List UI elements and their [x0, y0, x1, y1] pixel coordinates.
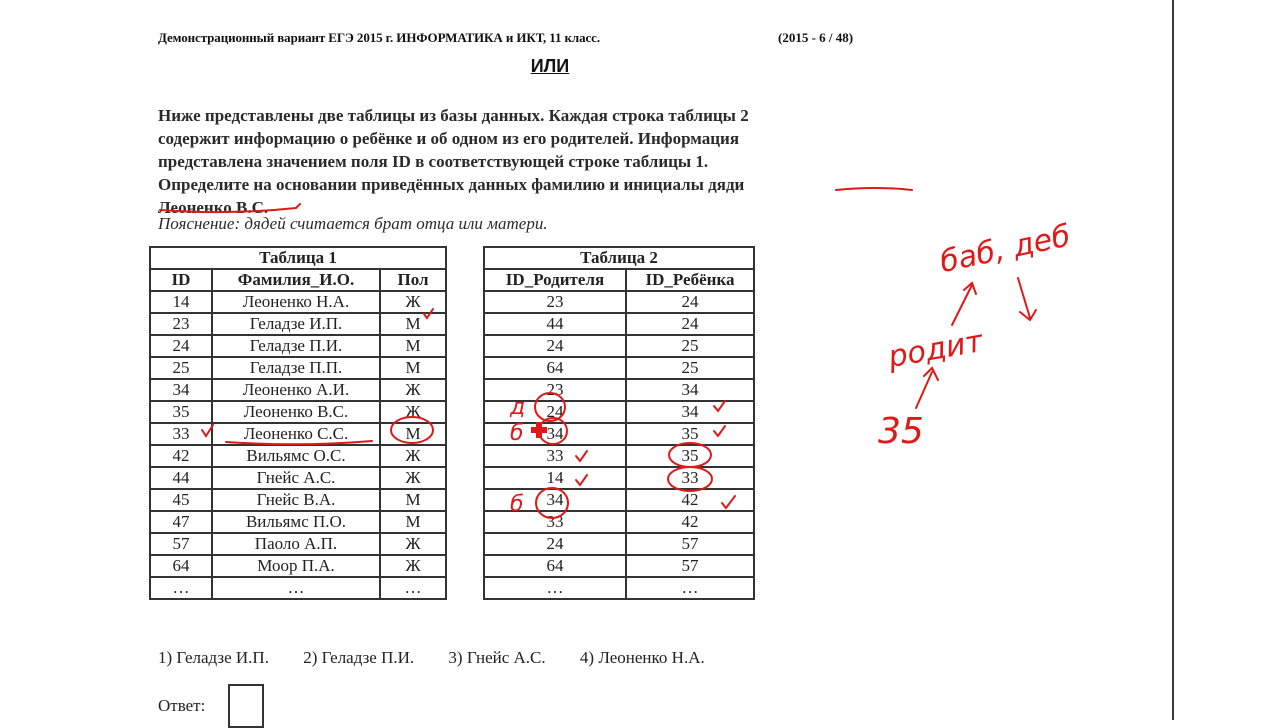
table-1-cell: Геладзе П.И.: [212, 335, 380, 357]
table-1-cell: Леоненко С.С.: [212, 423, 380, 445]
checkmark-icon: [202, 425, 213, 436]
table-2-cell: 44: [484, 313, 626, 335]
table-2-cell: 34: [626, 379, 754, 401]
annotation-middle-right: родит: [885, 324, 986, 376]
annotation-letter: д: [510, 395, 526, 420]
table-2-cell: 24: [484, 533, 626, 555]
table-1-cell: 25: [150, 357, 212, 379]
table-1-cell: Геладзе И.П.: [212, 313, 380, 335]
table-1-cell: 33: [150, 423, 212, 445]
table-2-caption: Таблица 2: [484, 247, 754, 269]
underline-leonenko: [160, 204, 300, 212]
table-2-cell: 57: [626, 555, 754, 577]
checkmark-icon: [576, 475, 587, 485]
section-heading: ИЛИ: [530, 56, 570, 76]
table-1-cell: М: [380, 313, 446, 335]
annotation-letter: б: [510, 421, 524, 446]
table-2-cell: 25: [626, 335, 754, 357]
table-2-cell: 24: [626, 313, 754, 335]
table-2-cell: 33: [484, 511, 626, 533]
answer-option-2: 2) Геладзе П.И.: [303, 648, 415, 667]
table-1-cell: 23: [150, 313, 212, 335]
table-1-header-id: ID: [150, 269, 212, 291]
table-1-cell: Гнейс В.А.: [212, 489, 380, 511]
table-1-cell: 44: [150, 467, 212, 489]
table-1-header-name: Фамилия_И.О.: [212, 269, 380, 291]
table-2-cell: 57: [626, 533, 754, 555]
checkmark-icon: [722, 496, 735, 508]
arrow-up-icon: [916, 368, 938, 408]
table-1-cell: …: [380, 577, 446, 599]
table-2-cell: 33: [626, 467, 754, 489]
table-1-cell: М: [380, 335, 446, 357]
paragraph-line: представлена значением поля ID в соответствующей строке таблицы 1.: [158, 152, 709, 171]
table-1-cell: Ж: [380, 379, 446, 401]
table-2-cell: 25: [626, 357, 754, 379]
table-2-cell: 23: [484, 291, 626, 313]
table-2-cell: 24: [626, 291, 754, 313]
table-1-cell: Ж: [380, 533, 446, 555]
table-2-header-parent: ID_Родителя: [484, 269, 626, 291]
table-1-cell: Леоненко Н.А.: [212, 291, 380, 313]
table-1-cell: Гнейс А.С.: [212, 467, 380, 489]
table-1-cell: 14: [150, 291, 212, 313]
table-2-cell: 42: [626, 511, 754, 533]
table-1-cell: М: [380, 423, 446, 445]
table-2-cell: 34: [626, 401, 754, 423]
table-1-cell: Паоло А.П.: [212, 533, 380, 555]
answer-option-4: 4) Леоненко Н.А.: [579, 648, 705, 667]
table-2-cell: 24: [484, 335, 626, 357]
table-1-cell: 47: [150, 511, 212, 533]
table-1-cell: М: [380, 357, 446, 379]
table-1-cell: …: [212, 577, 380, 599]
table-1-cell: Ж: [380, 555, 446, 577]
arrow-down-icon: [1018, 278, 1036, 320]
table-1-cell: 35: [150, 401, 212, 423]
table-1-cell: 34: [150, 379, 212, 401]
table-1-cell: Ж: [380, 291, 446, 313]
paragraph-line: Определите на основании приведённых данных фамилию и инициалы дяди: [158, 175, 745, 194]
table-2-cell: 34: [484, 423, 626, 445]
table-1-cell: Моор П.А.: [212, 555, 380, 577]
table-1-cell: Ж: [380, 445, 446, 467]
table-1-cell: 42: [150, 445, 212, 467]
red-cross-icon: [531, 422, 547, 438]
paragraph-line: содержит информацию о ребёнке и об одном из его родителей. Информация: [158, 129, 740, 148]
paragraph-line: Леоненко В.С.: [158, 198, 269, 217]
table-2-header-child: ID_Ребёнка: [626, 269, 754, 291]
checkmark-icon: [714, 426, 725, 436]
table-1-cell: Ж: [380, 467, 446, 489]
checkmark-icon: [714, 401, 725, 411]
table-1-cell: …: [150, 577, 212, 599]
table-2-cell: …: [484, 577, 626, 599]
table-2-cell: 24: [484, 401, 626, 423]
table-2-cell: 34: [484, 489, 626, 511]
circle-mark: [536, 488, 568, 518]
table-1-cell: Вильямс П.О.: [212, 511, 380, 533]
underline-dyadi: [836, 188, 912, 190]
table-1-cell: Геладзе П.П.: [212, 357, 380, 379]
table-1-cell: Леоненко А.И.: [212, 379, 380, 401]
answer-option-1: 1) Геладзе И.П.: [158, 648, 269, 667]
annotation-bottom-right: 35: [878, 411, 924, 452]
checkmark-icon: [576, 451, 587, 461]
table-1-cell: 45: [150, 489, 212, 511]
annotation-letter: б: [510, 492, 524, 517]
table-1-cell: 64: [150, 555, 212, 577]
table-2-cell: 64: [484, 357, 626, 379]
answer-label: Ответ:: [158, 696, 206, 715]
explanation-note: Пояснение: дядей считается брат отца или матери.: [158, 214, 548, 233]
header-title: Демонстрационный вариант ЕГЭ 2015 г. ИНФОРМАТИКА и ИКТ, 11 класс.: [158, 30, 600, 45]
circle-mark: [669, 443, 711, 467]
table-1-cell: М: [380, 511, 446, 533]
table-1-caption: Таблица 1: [150, 247, 446, 269]
table-2-cell: 14: [484, 467, 626, 489]
table-2-cell: 33: [484, 445, 626, 467]
table-2-cell: …: [626, 577, 754, 599]
paragraph-line: Ниже представлены две таблицы из базы данных. Каждая строка таблицы 2: [158, 106, 749, 125]
header-page-ref: (2015 - 6 / 48): [778, 30, 854, 45]
table-1-cell: Вильямс О.С.: [212, 445, 380, 467]
circle-mark: [391, 417, 433, 443]
circle-mark: [668, 467, 712, 491]
table-1-cell: Леоненко В.С.: [212, 401, 380, 423]
annotation-top-right: баб, деб: [936, 218, 1074, 281]
answer-option-3: 3) Гнейс А.С.: [448, 648, 546, 667]
table-1-cell: 24: [150, 335, 212, 357]
table-1-cell: Ж: [380, 401, 446, 423]
arrow-up-icon: [952, 283, 976, 325]
underline-row-35: [226, 441, 372, 444]
table-2-cell: 23: [484, 379, 626, 401]
table-2-cell: 42: [626, 489, 754, 511]
table-1-cell: 57: [150, 533, 212, 555]
table-2-cell: 35: [626, 445, 754, 467]
table-2-cell: 35: [626, 423, 754, 445]
circle-mark: [535, 393, 565, 421]
table-1-cell: М: [380, 489, 446, 511]
table-1-header-sex: Пол: [380, 269, 446, 291]
table-2-cell: 64: [484, 555, 626, 577]
checkmark-icon: [424, 309, 433, 318]
